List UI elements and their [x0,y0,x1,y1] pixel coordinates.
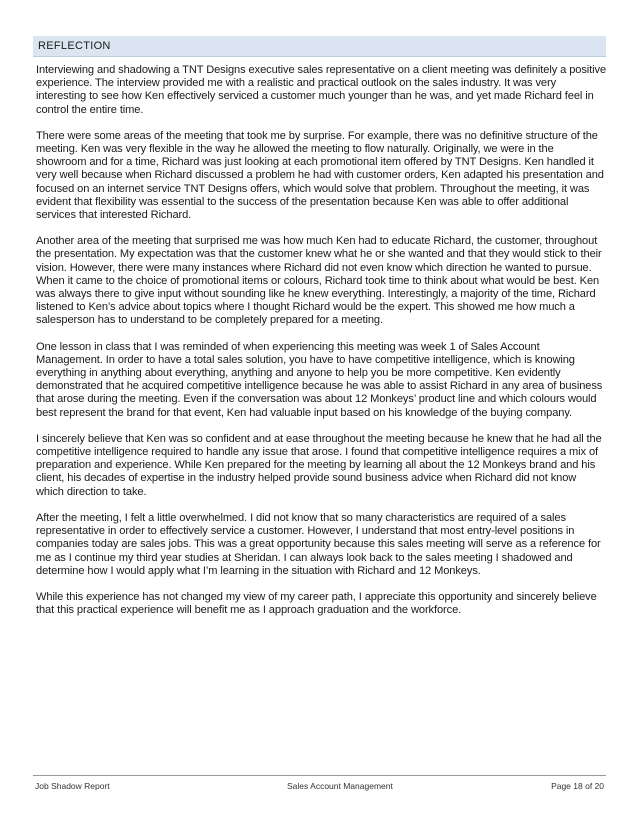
paragraph-7: While this experience has not changed my view of my career path, I appreciate this opportunity and sincerely believe that this practical experience will benefit me as I approach graduation and the workforce. [36,590,597,617]
footer-divider [33,775,606,776]
paragraph-4: One lesson in class that I was reminded of when experiencing this meeting was week 1 of Sales Account Management. In order to have a total sales solution, you have to have competitive intelligence, which is knowing everything in anything about everything, anything and anyone to help you be more competitive. Ken evidently demonstrated that he acquired competitive intelligence because he was able to assist Richard in any area of business that arose during the meeting. Even if the conversation was about 12 Monkeys’ product line and which colours would best represent the brand for that event, Ken had valuable input based on his knowledge of the buying company. [36,340,603,419]
paragraph-2: There were some areas of the meeting that took me by surprise. For example, there was no definitive structure of the meeting. Ken was very flexible in the way he allowed the meeting to flow naturally. Originally, we were in the showroom and for a time, Richard was just looking at each promotional item offered by TNT Designs. Ken handled it very well because when Richard discussed a problem he had with customer orders, Ken adapted his presentation and focused on an internet service TNT Designs offers, which would solve that problem. Throughout the meeting, it was evident that flexibility was essential to the success of the presentation because Ken was able to offer additional services that interested Richard. [36,129,604,222]
section-title: REFLECTION [38,40,111,52]
paragraph-6: After the meeting, I felt a little overwhelmed. I did not know that so many characteristics are required of a sales representative in order to effectively service a customer. However, I understand that most entry-level positions in companies today are sales jobs. This was a great opportunity because this sales meeting will serve as a reference for me as I continue my third year studies at Sheridan. I can always look back to the sales meeting I shadowed and determine how I would apply what I’m learning in the situation with Richard and 12 Monkeys. [36,511,601,577]
footer-course-name: Sales Account Management [287,781,393,791]
paragraph-5: I sincerely believe that Ken was so confident and at ease throughout the meeting because he knew that he had all the competitive intelligence required to handle any issue that arose. I found that competitive intelligence requires a mix of preparation and experience. While Ken prepared for the meeting by learning all about the 12 Monkeys brand and his client, his decades of expertise in the industry helped provide sound business advice when Richard did not know which direction to take. [36,432,602,498]
footer-page-number: Page 18 of 20 [551,781,604,791]
page-footer [33,781,606,795]
paragraph-1: Interviewing and shadowing a TNT Designs executive sales representative on a client meeting was definitely a positive experience. The interview provided me with a realistic and practical outlook on the sales industry. It was very interesting to see how Ken effectively serviced a customer much younger than he was, and yet made Richard feel in control the entire time. [36,64,607,116]
section-header-bar [33,36,606,57]
paragraph-3: Another area of the meeting that surprised me was how much Ken had to educate Richard, the customer, throughout the presentation. My expectation was that the customer knew what he or she wanted and that they would stick to their vision. However, there were many instances where Richard did not even know which direction he wanted to pursue. When it came to the choice of promotional items or colours, Richard took time to think about what would be best. Ken was always there to give input without sounding like he knew everything. Interestingly, a majority of the time, Richard listened to Ken’s advice about topics where I thought Richard would be the expert. This showed me how much a salesperson has to understand to be completely prepared for a meeting. [36,235,602,327]
footer-report-title: Job Shadow Report [35,781,110,791]
reflection-body [36,64,606,630]
